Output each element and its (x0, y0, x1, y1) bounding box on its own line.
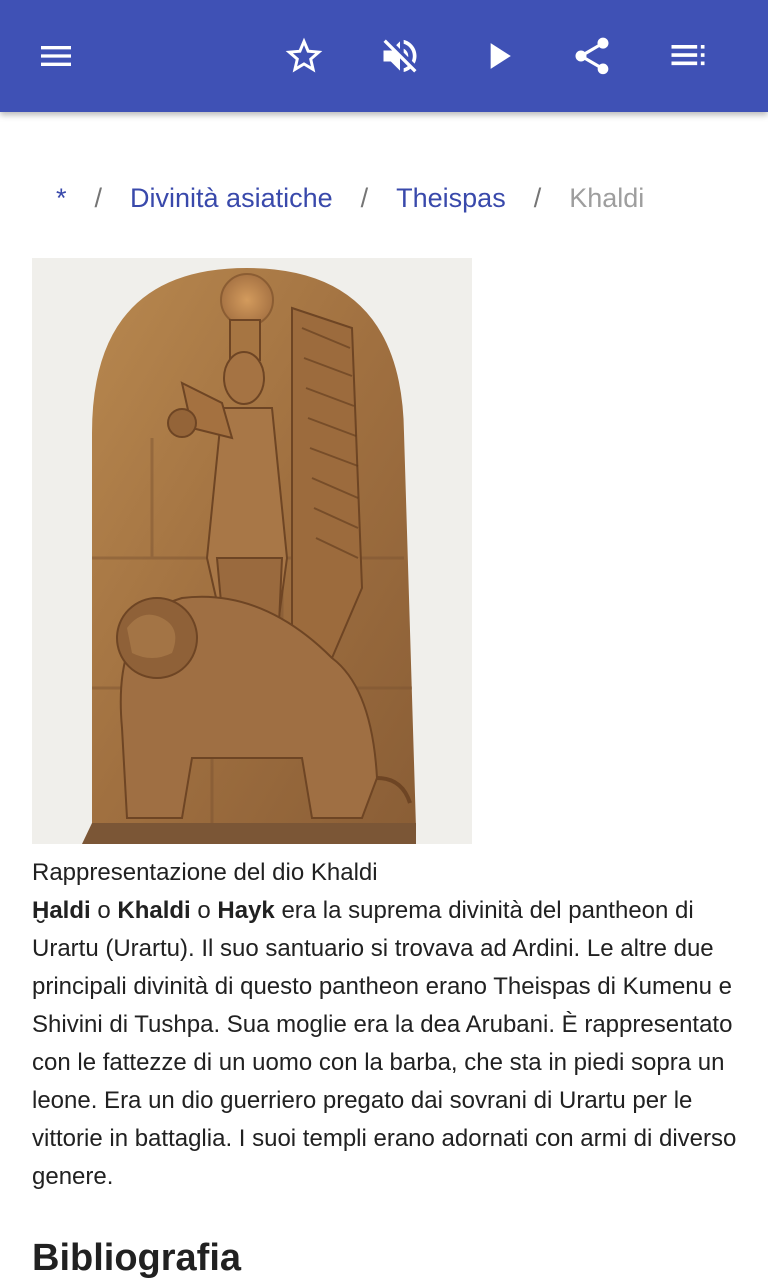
article-paragraph (32, 892, 740, 1196)
section-heading-bibliografia: Bibliografia (32, 1237, 242, 1279)
menu-button[interactable] (28, 28, 84, 84)
article-body-text: era la suprema divinità del pantheon di Urartu (Urartu). Il suo santuario si trovava ad Ardini. Le altre due principali divinità di questo pantheon erano Theispas di Kumenu e Shivini di Tushpa. Sua moglie era la dea Arubani. È rappresentato con le fattezze di un uomo con la barba, che sta in piedi sopra un leone. Era un dio guerriero pregato dai sovrani di Urartu per le vittorie in battaglia. I suoi templi erano adornati con armi di diverso genere. (32, 897, 737, 1190)
breadcrumb-separator: / (94, 182, 103, 213)
conjunction: o (90, 897, 118, 924)
image-caption: Rappresentazione del dio Khaldi (32, 859, 378, 886)
mute-button[interactable] (372, 28, 428, 84)
playlist-button[interactable] (660, 28, 716, 84)
menu-icon (36, 36, 76, 76)
breadcrumb-parent-link[interactable]: Theispas (396, 182, 506, 213)
conjunction: o (190, 897, 218, 924)
breadcrumb-current: Khaldi (569, 182, 645, 213)
name-khaldi: Khaldi (117, 897, 191, 924)
playlist-icon (666, 34, 710, 78)
breadcrumb-separator: / (533, 182, 542, 213)
app-bar (0, 0, 768, 112)
play-icon (476, 34, 520, 78)
relief-illustration (32, 258, 472, 844)
breadcrumb-root-link[interactable]: * (56, 182, 67, 213)
share-icon (570, 34, 614, 78)
breadcrumb-separator: / (360, 182, 369, 213)
play-button[interactable] (470, 28, 526, 84)
khaldi-relief-image[interactable] (32, 258, 472, 844)
breadcrumb (56, 178, 644, 218)
volume-off-icon (378, 34, 422, 78)
name-haldi: Ḫaldi (32, 897, 91, 924)
share-button[interactable] (564, 28, 620, 84)
name-hayk: Hayk (217, 897, 275, 924)
breadcrumb-category-link[interactable]: Divinità asiatiche (130, 182, 333, 213)
favorite-button[interactable] (276, 28, 332, 84)
star-outline-icon (282, 34, 326, 78)
